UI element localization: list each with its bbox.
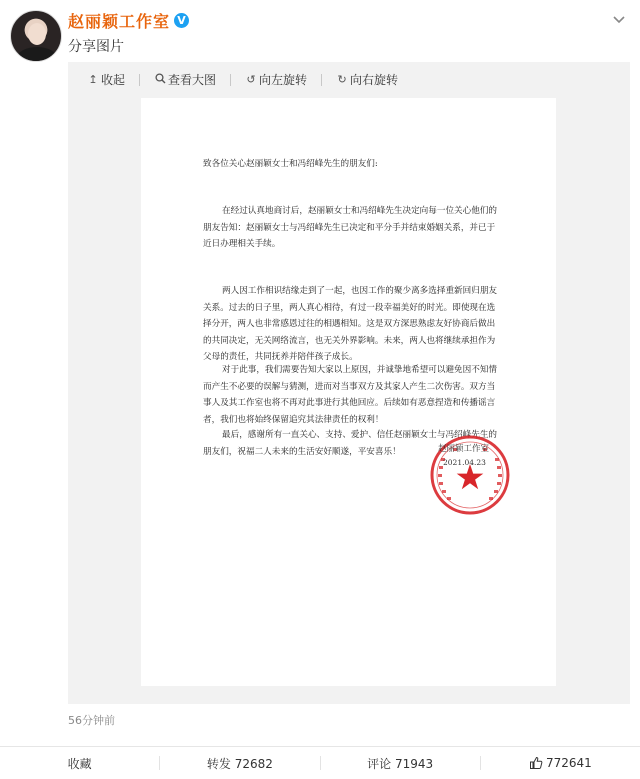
post-timestamp: 56分钟前	[68, 714, 115, 727]
image-panel	[68, 62, 630, 704]
favorite-label: 收藏	[67, 756, 92, 771]
favorite-button[interactable]	[0, 747, 159, 779]
view-large-button[interactable]	[151, 71, 219, 88]
author-name[interactable]: 赵丽颖工作室	[68, 12, 171, 31]
chevron-down-icon[interactable]	[612, 12, 626, 26]
rotate-left-button[interactable]	[242, 71, 310, 88]
avatar-face	[28, 23, 46, 45]
letter-date: 2021.04.23	[443, 458, 486, 467]
thumbs-up-icon	[529, 756, 543, 770]
letter-paragraph: 在经过认真地商讨后，赵丽颖女士和冯绍峰先生决定向每一位关心他们的朋友告知：赵丽颖女士与冯绍峰先生已决定和平分手并结束婚姻关系，并已于近日办理相关手续。	[203, 206, 498, 249]
post-text: 分享图片	[68, 39, 124, 55]
comment-label: 评论 71943	[367, 756, 434, 771]
rotate-left-icon: ↺	[246, 73, 256, 86]
letter-signature: 赵丽颖工作室	[438, 444, 490, 454]
like-count: 772641	[545, 756, 592, 770]
comment-button[interactable]	[321, 747, 480, 779]
statement-document[interactable]	[141, 98, 556, 686]
magnifier-icon	[154, 73, 166, 87]
verified-badge-icon: V	[174, 13, 189, 28]
collapse-label: 收起	[101, 73, 126, 87]
letter-paragraph: 对于此事，我们需要告知大家以上原因，并诚挚地希望可以避免因不知情而产生不必要的误解与猜测，进而对当事双方及其家人产生二次伤害。双方当事人及其工作室也将不再对此事进行其他回应。后续如有恶意捏造和传播谣言者，我们也将始终保留追究其法律责任的权利！	[203, 365, 498, 425]
action-bar	[0, 746, 640, 779]
repost-button[interactable]	[160, 747, 319, 779]
rotate-right-button[interactable]	[333, 71, 401, 88]
author-name-row	[68, 9, 189, 32]
toolbar-divider	[230, 74, 231, 86]
post-header	[0, 0, 640, 70]
like-button[interactable]	[481, 747, 640, 779]
rotate-left-label: 向左旋转	[259, 73, 308, 87]
toolbar-divider	[321, 74, 322, 86]
toolbar-divider	[139, 74, 140, 86]
view-large-label: 查看大图	[168, 73, 217, 87]
letter-salutation: 致各位关心赵丽颖女士和冯绍峰先生的朋友们:	[203, 159, 378, 169]
letter-paragraph: 两人因工作相识结缘走到了一起，也因工作的聚少离多选择重新回归朋友关系。过去的日子里，两人真心相待，有过一段幸福美好的时光。即使现在选择分开，两人也非常感恩过往的相遇相知。这是双方深思熟虑友好协商后做出的共同决定，无关网络流言，也无关外界影响。未来，两人也将继续承担作为父母的责任，共同抚养并陪伴孩子成长。	[203, 286, 498, 362]
collapse-icon: ↥	[88, 73, 98, 86]
author-avatar[interactable]	[10, 10, 62, 62]
avatar-shoulders	[17, 47, 57, 62]
repost-label: 转发 72682	[206, 756, 273, 771]
collapse-button[interactable]	[84, 71, 128, 88]
letter-paragraph: 最后，感谢所有一直关心、支持、爱护、信任赵丽颖女士与冯绍峰先生的朋友们，祝福二人未来的生活安好顺遂，平安喜乐！	[203, 430, 498, 457]
rotate-right-label: 向右旋转	[350, 73, 399, 87]
image-toolbar	[84, 71, 401, 88]
rotate-right-icon: ↻	[337, 73, 347, 86]
